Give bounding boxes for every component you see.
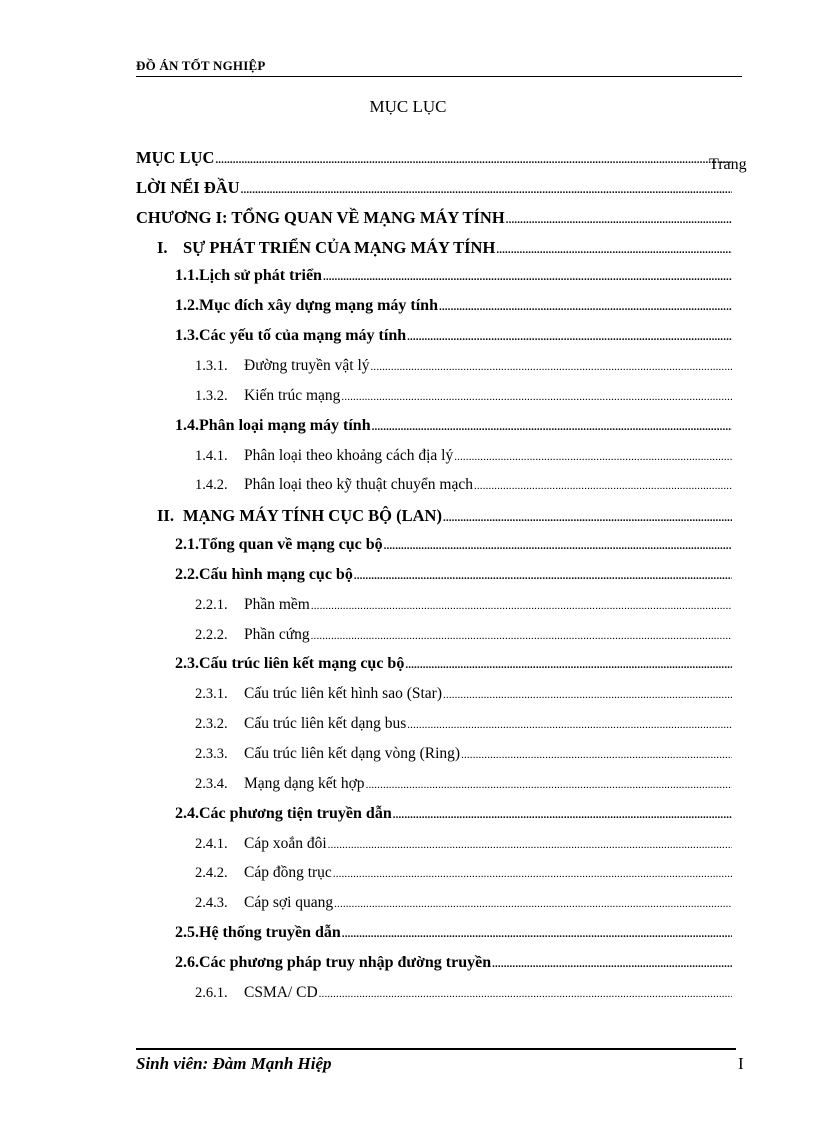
toc-entry-number: II. — [157, 506, 174, 526]
toc-entry-title: Phân loại theo khoảng cách địa lý — [244, 446, 454, 464]
footer-page-number: I — [738, 1054, 744, 1073]
toc-entry-title: Đường truyền vật lý — [244, 356, 370, 374]
toc-entry[interactable] — [136, 148, 732, 174]
toc-entry[interactable] — [136, 178, 732, 204]
toc-entry[interactable] — [175, 327, 732, 353]
toc-entry-title: Mục đích xây dựng mạng máy tính — [199, 297, 438, 315]
toc-entry-number: 2.4.1. — [195, 835, 228, 852]
dot-leader — [461, 749, 732, 761]
toc-entry[interactable] — [136, 208, 732, 234]
dot-leader — [354, 570, 732, 582]
toc-entry-number: 1.2. — [175, 297, 199, 315]
toc-entry[interactable] — [195, 596, 732, 622]
toc-entry-title: Cáp xoắn đôi — [244, 834, 327, 852]
toc-entry[interactable] — [157, 238, 732, 264]
toc-entry-title: Cấu trúc liên kết hình sao (Star) — [244, 685, 443, 703]
dot-leader — [215, 154, 732, 166]
toc-entry-number: 2.1. — [175, 536, 199, 554]
toc-entry[interactable] — [175, 805, 732, 831]
toc-entry-title: MẠNG MÁY TÍNH CỤC BỘ (LAN) — [183, 506, 442, 526]
toc-entry[interactable] — [195, 775, 732, 801]
toc-entry-title: Phần cứng — [244, 625, 310, 643]
toc-entry-number: 2.6.1. — [195, 984, 228, 1001]
dot-leader — [328, 839, 732, 851]
toc-entry-number: 2.2. — [175, 565, 199, 583]
page-column-label: Trang — [709, 156, 747, 173]
toc-entry-number: 1.3.1. — [195, 357, 228, 374]
toc-entry-title: Cáp đồng trục — [244, 864, 332, 882]
dot-leader — [241, 184, 732, 196]
dot-leader — [393, 809, 732, 821]
toc-entry-number: 2.3.3. — [195, 746, 228, 762]
toc-entry-title: Cấu trúc liên kết dạng bus — [244, 715, 407, 733]
toc-entry[interactable] — [195, 984, 732, 1010]
document-header: ĐỒ ÁN TỐT NGHIỆP — [136, 58, 266, 73]
toc-entry-title: MỤC LỤC — [136, 148, 215, 167]
toc-entry[interactable] — [195, 626, 732, 652]
toc-entry[interactable] — [195, 864, 732, 890]
toc-entry-title: Cấu trúc liên kết mạng cục bộ — [199, 655, 405, 673]
footer-rule — [136, 1048, 736, 1050]
toc-entry-number: 1.4.1. — [195, 447, 228, 464]
dot-leader — [454, 451, 732, 463]
toc-entry-title: Phân loại theo kỹ thuật chuyển mạch — [244, 476, 473, 494]
toc-entry-title: Cấu trúc liên kết dạng vòng (Ring) — [244, 745, 461, 762]
dot-leader — [342, 928, 732, 940]
dot-leader — [333, 868, 732, 880]
toc-entry[interactable] — [157, 506, 732, 532]
dot-leader — [334, 898, 732, 910]
toc-entry-title: Hệ thống truyền dẫn — [199, 924, 341, 942]
toc-entry[interactable] — [175, 655, 732, 681]
toc-entry-number: 2.3.4. — [195, 775, 228, 792]
toc-entry-title: Kiến trúc mạng — [244, 386, 341, 404]
toc-entry-title: CHƯƠNG I: TỔNG QUAN VỀ MẠNG MÁY TÍNH — [136, 207, 505, 227]
toc-entry[interactable] — [195, 835, 732, 861]
dot-leader — [496, 244, 732, 256]
toc-entry-number: 2.3.2. — [195, 716, 228, 733]
toc-entry-number: 1.1. — [175, 267, 199, 285]
dot-leader — [311, 630, 732, 642]
dot-leader — [323, 271, 732, 283]
toc-entry-title: Lịch sử phát triển — [199, 267, 322, 285]
dot-leader — [407, 331, 732, 343]
toc-entry-title: Mạng dạng kết hợp — [244, 774, 365, 792]
toc-entry[interactable] — [175, 297, 732, 323]
toc-entry-title: Cấu hình mạng cục bộ — [199, 565, 353, 583]
toc-entry-title: Các phương tiện truyền dẫn — [199, 804, 392, 822]
dot-leader — [492, 958, 732, 970]
dot-leader — [311, 600, 732, 612]
dot-leader — [384, 540, 732, 552]
toc-entry-number: 2.4. — [175, 804, 199, 822]
dot-leader — [439, 301, 732, 313]
toc-entry-number: 2.2.2. — [195, 626, 228, 643]
toc-entry-number: I. — [157, 237, 168, 257]
toc-entry[interactable] — [195, 357, 732, 383]
toc-entry[interactable] — [195, 447, 732, 473]
toc-entry[interactable] — [175, 267, 732, 293]
toc-entry-number: 2.4.3. — [195, 895, 228, 912]
dot-leader — [366, 779, 732, 791]
toc-entry-title: Phân loại mạng máy tính — [199, 416, 371, 434]
toc-entry[interactable] — [175, 954, 732, 980]
dot-leader — [372, 421, 732, 433]
toc-entry[interactable] — [195, 476, 732, 502]
toc-entry-title: Cáp sợi quang — [244, 894, 334, 912]
toc-entry-number: 2.2.1. — [195, 596, 228, 613]
toc-entry-title: CSMA/ CD — [244, 983, 318, 1001]
toc-entry-title: LỜI NỂI ĐẦU — [136, 177, 240, 197]
footer-student-name: Sinh viên: Đàm Mạnh Hiệp — [136, 1054, 332, 1073]
dot-leader — [407, 719, 732, 731]
dot-leader — [443, 512, 732, 524]
dot-leader — [474, 480, 732, 492]
dot-leader — [341, 391, 732, 403]
toc-entry[interactable] — [175, 566, 732, 592]
toc-entry-number: 1.3. — [175, 327, 199, 345]
dot-leader — [443, 689, 732, 701]
toc-entry[interactable] — [175, 536, 732, 562]
toc-entry-number: 2.6. — [175, 953, 199, 971]
toc-entry[interactable] — [195, 387, 732, 413]
dot-leader — [405, 659, 732, 671]
toc-entry[interactable] — [195, 685, 732, 711]
dot-leader — [371, 361, 732, 373]
dot-leader — [506, 214, 732, 226]
toc-entry-title: Tổng quan về mạng cục bộ — [199, 536, 383, 554]
toc-entry-title: SỰ PHÁT TRIỂN CỦA MẠNG MÁY TÍNH — [183, 237, 496, 257]
toc-entry-number: 2.5. — [175, 924, 199, 942]
toc-entry[interactable] — [195, 745, 732, 771]
toc-entry[interactable] — [175, 417, 732, 443]
toc-entry-title: Các phương pháp truy nhập đường truyền — [199, 953, 492, 971]
toc-entry-number: 2.3. — [175, 655, 199, 673]
toc-entry-number: 2.4.2. — [195, 865, 228, 882]
toc-entry[interactable] — [195, 715, 732, 741]
dot-leader — [319, 988, 732, 1000]
toc-entry[interactable] — [175, 924, 732, 950]
toc-entry-title: Phần mềm — [244, 595, 310, 613]
header-rule — [136, 76, 742, 77]
toc-entry-number: 2.3.1. — [195, 686, 228, 703]
page-title: MỤC LỤC — [369, 97, 447, 116]
toc-entry[interactable] — [195, 894, 732, 920]
toc-entry-title: Các yếu tố của mạng máy tính — [199, 327, 407, 345]
toc-entry-number: 1.4.2. — [195, 477, 228, 494]
toc-entry-number: 1.3.2. — [195, 387, 228, 404]
toc-entry-number: 1.4. — [175, 416, 199, 434]
